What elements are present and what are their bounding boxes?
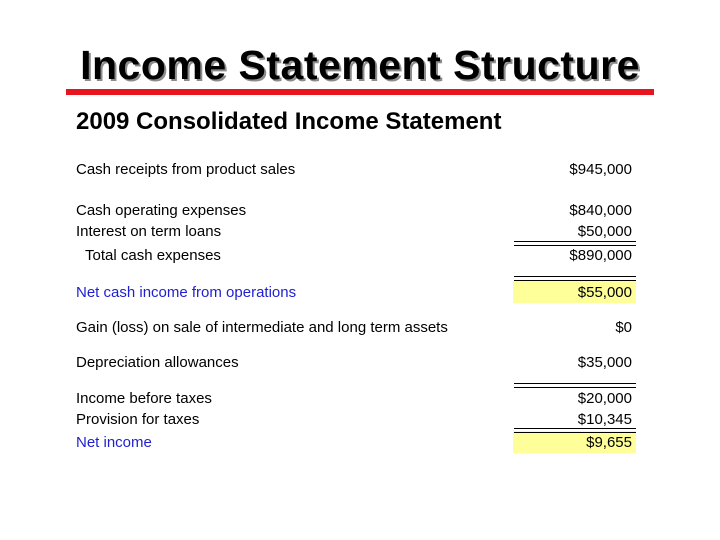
row-label: Net cash income from operations [76, 284, 297, 301]
row-amount: $0 [615, 319, 632, 336]
row-label: Interest on term loans [76, 223, 222, 240]
row-amount: $890,000 [569, 247, 632, 264]
row-amount: $840,000 [569, 202, 632, 219]
row-label: Depreciation allowances [76, 354, 239, 371]
row-amount: $20,000 [577, 390, 632, 407]
title-underline [66, 89, 654, 95]
row-amount: $50,000 [577, 223, 632, 240]
statement-subtitle: 2009 Consolidated Income Statement [76, 108, 502, 135]
row-label: Income before taxes [76, 390, 212, 407]
subtotal-rule [514, 276, 636, 281]
row-amount: $10,345 [577, 411, 632, 428]
row-label: Cash receipts from product sales [76, 161, 296, 178]
row-amount: $9,655 [586, 434, 632, 451]
row-amount: $945,000 [569, 161, 632, 178]
income-rule [514, 383, 636, 388]
row-amount: $55,000 [577, 284, 632, 301]
row-label: Total cash expenses [85, 247, 221, 264]
row-label: Net income [76, 434, 152, 451]
row-label: Cash operating expenses [76, 202, 247, 219]
slide-title: Income Statement Structure [80, 42, 640, 88]
row-label: Gain (loss) on sale of intermediate and long term assets [76, 319, 448, 336]
row-label: Provision for taxes [76, 411, 200, 428]
row-amount: $35,000 [577, 354, 632, 371]
